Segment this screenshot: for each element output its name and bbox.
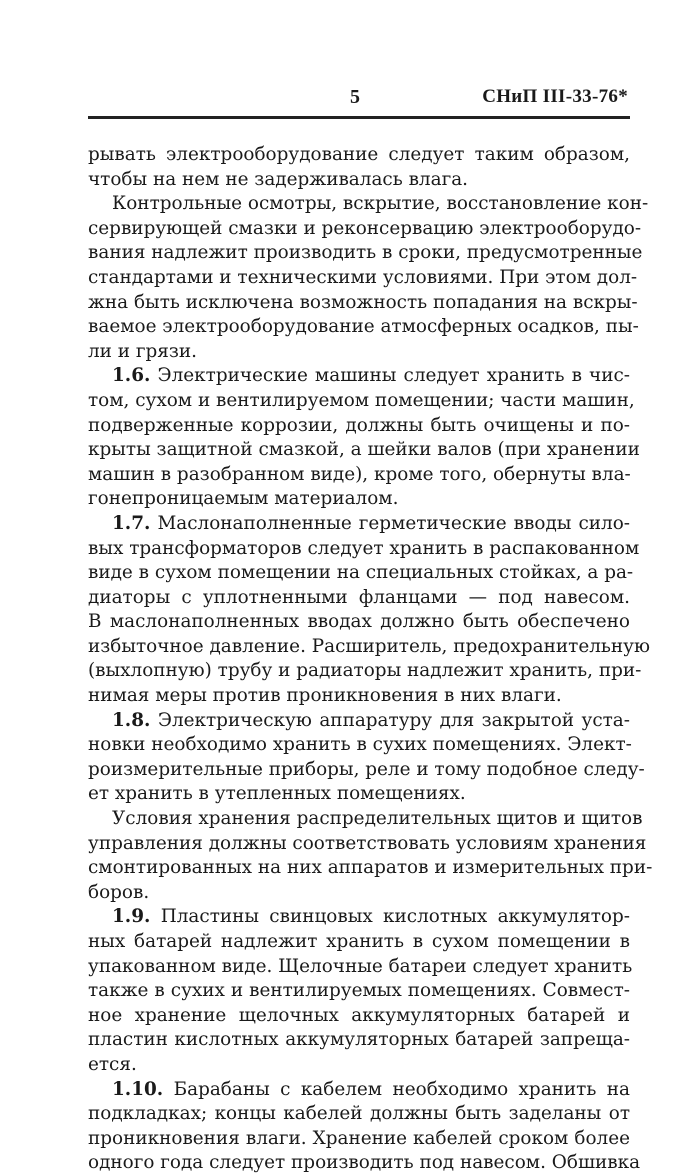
text-line (88, 266, 638, 291)
text-line (88, 930, 630, 955)
text-line (88, 340, 630, 365)
line-text: нимая меры против проникновения в них влаги. (88, 685, 562, 707)
line-text: ваемое электрооборудование атмосферных осадков, пы- (88, 316, 639, 338)
text-line (88, 709, 630, 734)
text-line (88, 241, 643, 266)
document-code: СНиП III-33-76* (482, 86, 628, 107)
line-text: ется. (88, 1053, 137, 1075)
text-line (88, 782, 630, 807)
text-line (88, 586, 630, 611)
text-line (88, 684, 630, 709)
line-text: гонепроницаемым материалом. (88, 488, 399, 510)
line-text: одного года следует производить под навесом. Обшивка (88, 1152, 641, 1174)
text-line (88, 512, 630, 537)
text-line (88, 192, 649, 217)
line-text: жна быть исключена возможность попадания на вскры- (88, 291, 638, 313)
line-text: новки необходимо хранить в сухих помещениях. Элект- (88, 734, 632, 756)
text-line (88, 1078, 630, 1103)
text-line (88, 1102, 630, 1127)
text-line (88, 463, 630, 488)
text-line (88, 881, 630, 906)
clause-number: 1.6. (112, 365, 151, 387)
line-text: сервирующей смазки и реконсервацию электрооборудо- (88, 217, 642, 239)
header-rule (88, 116, 630, 119)
body-text (88, 143, 653, 1176)
line-text: Электрические машины следует хранить в чис- (157, 365, 630, 387)
text-line (88, 487, 630, 512)
text-line (88, 315, 639, 340)
line-text: ет хранить в утепленных помещениях. (88, 783, 466, 805)
clause-number: 1.8. (112, 709, 151, 731)
line-text: подверженные коррозии, должны быть очищены и по- (88, 414, 630, 436)
text-line (88, 807, 643, 832)
line-text: том, сухом и вентилируемом помещении; части машин, (88, 389, 635, 411)
clause-number: 1.9. (112, 906, 151, 928)
line-text: Условия хранения распределительных щитов и щитов (112, 808, 643, 830)
text-line (88, 856, 653, 881)
line-text: чтобы на нем не задерживалась влага. (88, 168, 469, 190)
line-text: роизмерительные приборы, реле и тому подобное следу- (88, 758, 645, 780)
text-line (88, 659, 642, 684)
text-line (88, 610, 630, 635)
text-line (88, 389, 635, 414)
line-text: вания надлежит производить в сроки, предусмотренные (88, 242, 643, 264)
text-line (88, 438, 640, 463)
line-text: ное хранение щелочных аккумуляторных батарей и (88, 1004, 630, 1026)
text-line (88, 1127, 630, 1152)
line-text: виде в сухом помещении на специальных стойках, а ра- (88, 562, 634, 584)
text-line (88, 1151, 641, 1176)
line-text: диаторы с уплотненными фланцами — под навесом. (88, 586, 630, 608)
line-text: Пластины свинцовых кислотных аккумулятор- (160, 906, 630, 928)
text-line (88, 1004, 630, 1029)
line-text: крыты защитной смазкой, а шейки валов (при хранении (88, 439, 640, 461)
clause-number: 1.10. (112, 1078, 164, 1100)
line-text: управления должны соответствовать условиям хранения (88, 832, 647, 854)
line-text: боров. (88, 881, 150, 903)
line-text: В маслонаполненных вводах должно быть обеспечено (88, 611, 630, 633)
text-line (88, 758, 645, 783)
line-text: вых трансформаторов следует хранить в распакованном (88, 537, 640, 559)
text-line (88, 291, 638, 316)
line-text: ли и грязи. (88, 340, 198, 362)
line-text: Маслонаполненные герметические вводы сило- (157, 512, 630, 534)
line-text: избыточное давление. Расширитель, предохранительную (88, 635, 651, 657)
line-text: Электрическую аппаратуру для закрытой уста- (157, 709, 630, 731)
text-line (88, 537, 640, 562)
text-line (88, 168, 630, 193)
text-line (88, 635, 651, 660)
line-text: пластин кислотных аккумуляторных батарей запреща- (88, 1029, 630, 1051)
text-line (88, 561, 634, 586)
line-text: подкладках; концы кабелей должны быть заделаны от (88, 1103, 630, 1125)
text-line (88, 364, 630, 389)
line-text: рывать электрооборудование следует таким образом, (88, 144, 630, 165)
line-text: ных батарей надлежит хранить в сухом помещении в (88, 931, 630, 952)
clause-number: 1.7. (112, 512, 151, 534)
text-line (88, 905, 630, 930)
line-text: стандартами и техническими условиями. При этом дол- (88, 266, 638, 288)
text-line (88, 1053, 630, 1078)
text-line (88, 217, 642, 242)
text-line (88, 143, 630, 168)
text-line (88, 955, 633, 980)
line-text: Барабаны с кабелем необходимо хранить на (173, 1078, 630, 1100)
page-number: 5 (350, 86, 360, 108)
page-header (88, 86, 630, 120)
text-line (88, 1028, 630, 1053)
text-line (88, 414, 630, 439)
line-text: упакованном виде. Щелочные батареи следует хранить (88, 955, 633, 977)
line-text: проникновения влаги. Хранение кабелей сроком более (88, 1127, 630, 1149)
line-text: (выхлопную) трубу и радиаторы надлежит хранить, при- (88, 660, 642, 682)
text-line (88, 979, 630, 1004)
line-text: также в сухих и вентилируемых помещениях. Совмест- (88, 980, 630, 1002)
text-line (88, 832, 647, 857)
line-text: машин в разобранном виде), кроме того, обернуты вла- (88, 463, 631, 485)
line-text: смонтированных на них аппаратов и измерительных при- (88, 857, 653, 879)
text-line (88, 733, 630, 758)
line-text: Контрольные осмотры, вскрытие, восстановление кон- (112, 193, 649, 215)
